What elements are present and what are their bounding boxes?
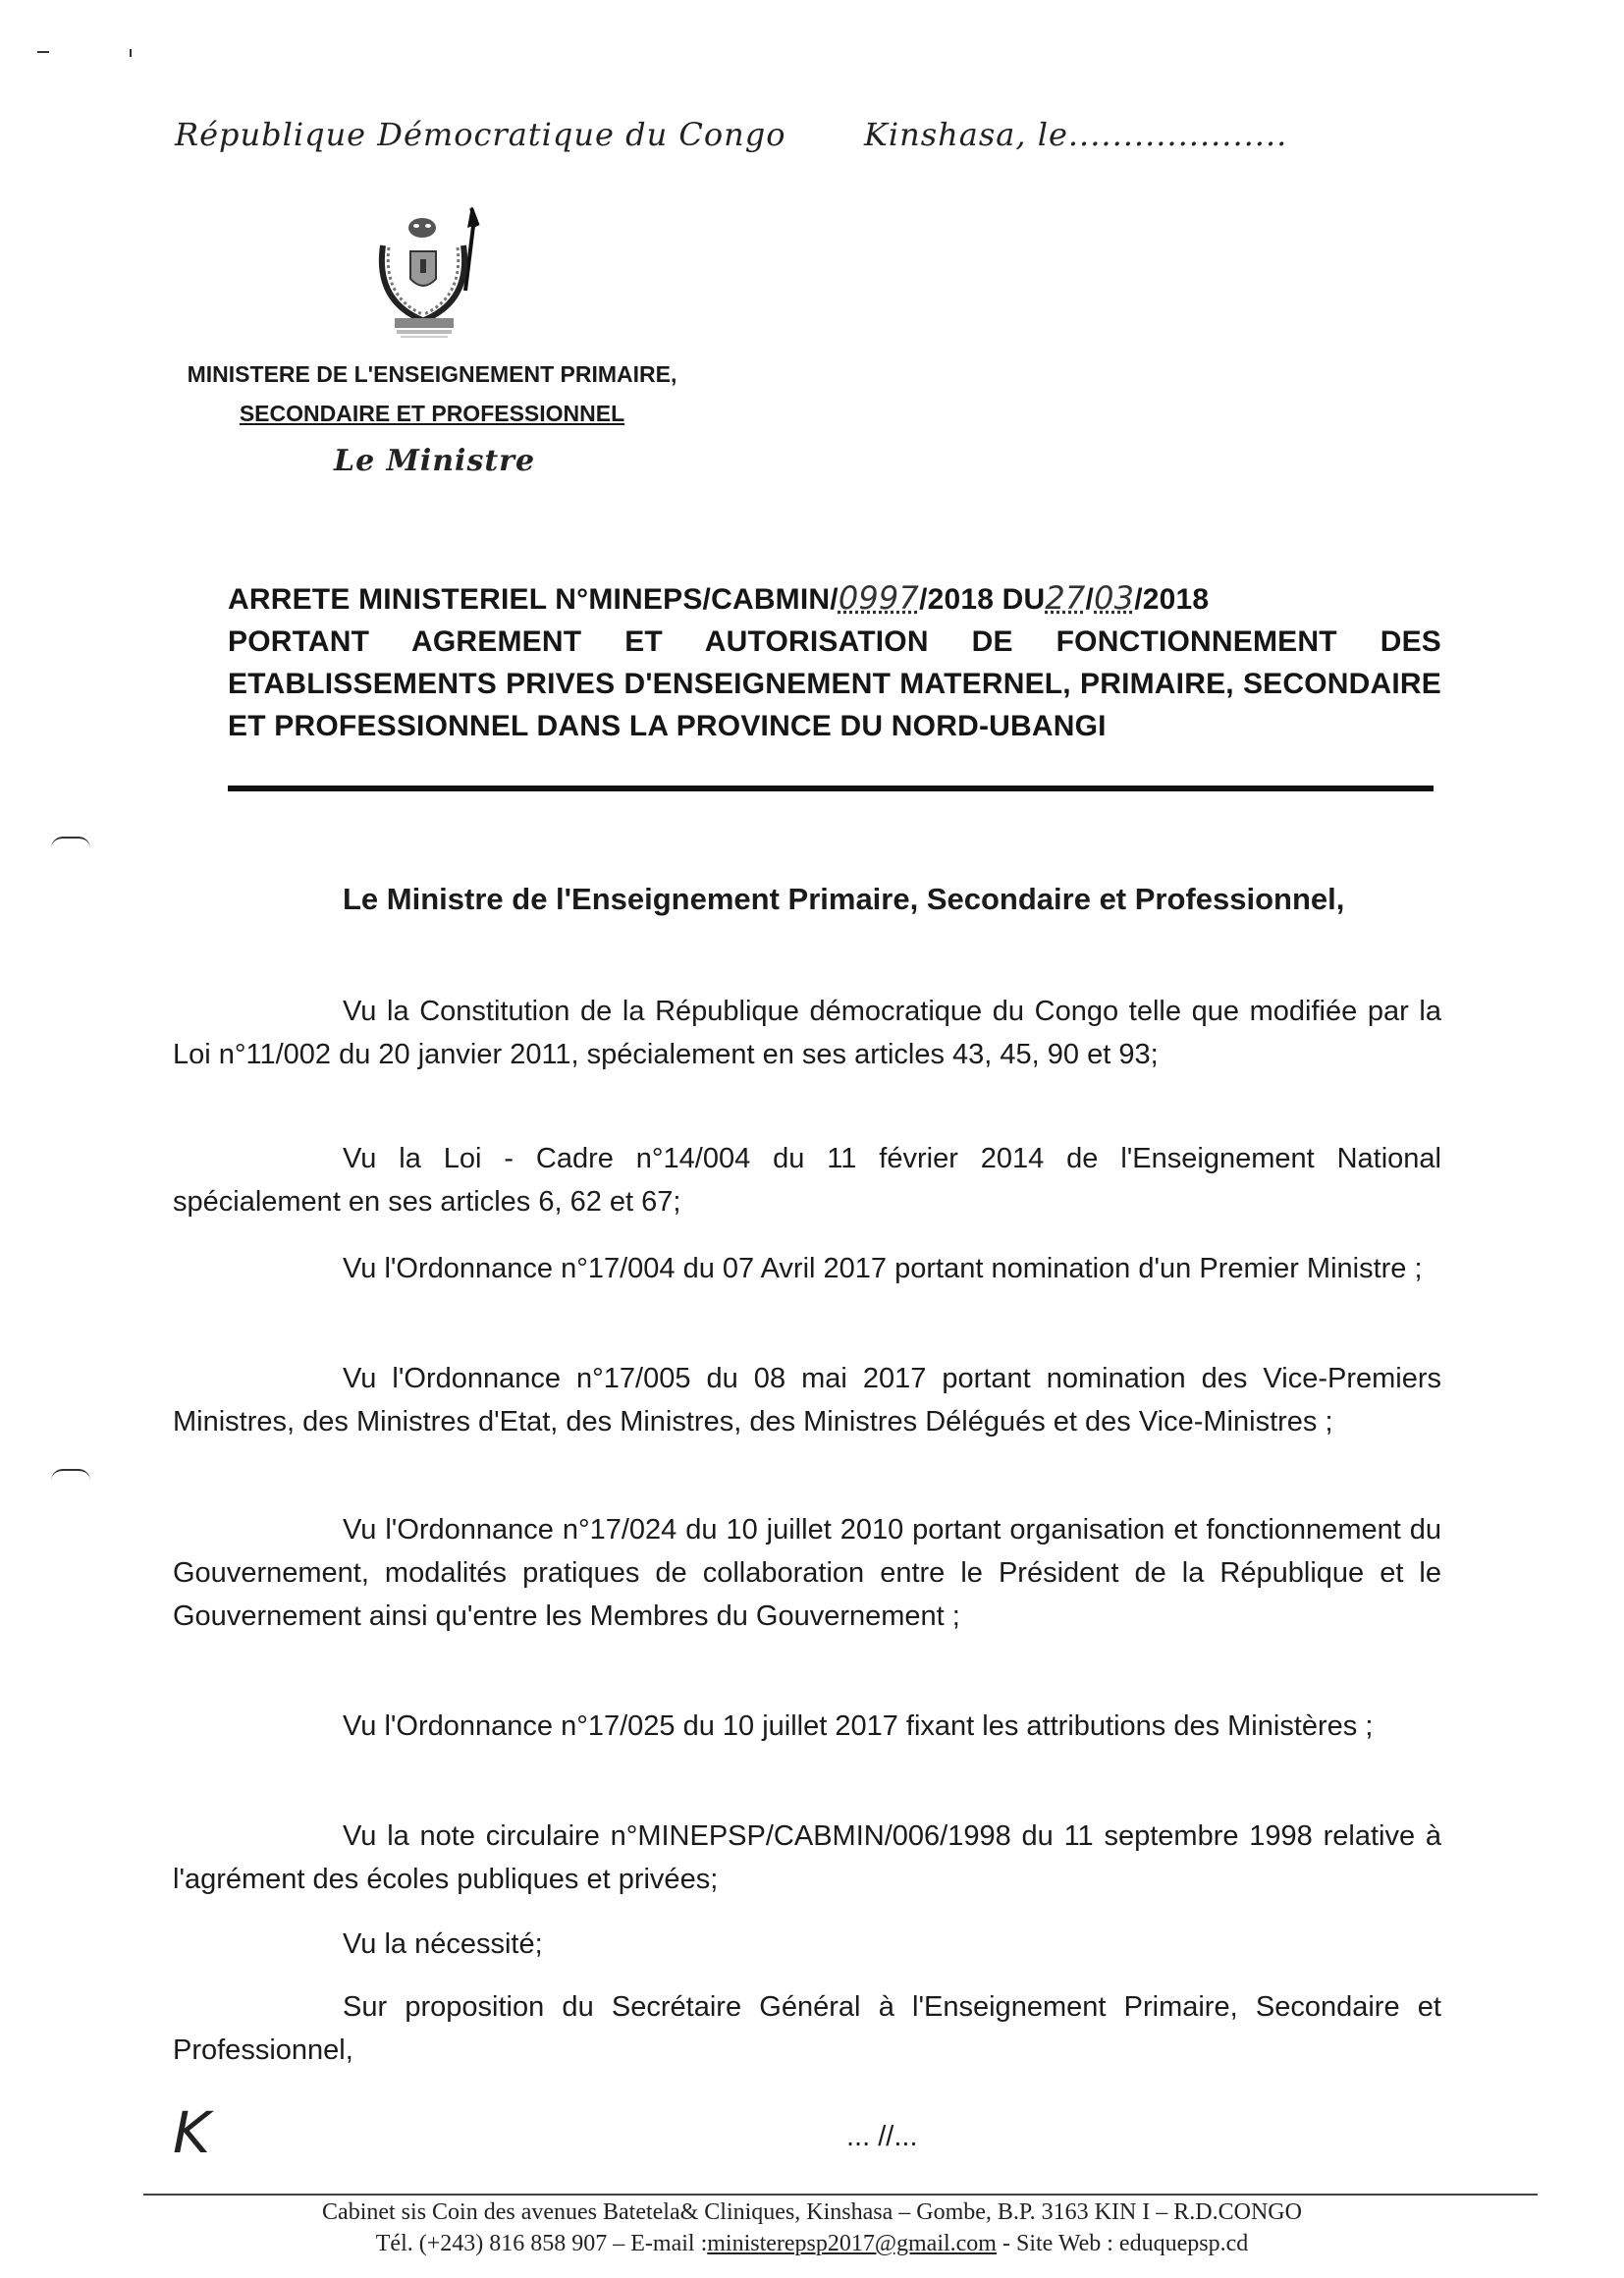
scan-mark xyxy=(37,51,49,53)
page-continuation: ... //... xyxy=(846,2121,918,2152)
decree-title xyxy=(228,577,1441,747)
handwritten-initial: K xyxy=(173,2099,211,2166)
footer-rule xyxy=(143,2194,1538,2196)
visa-ordonnance-17-025: Vu l'Ordonnance n°17/025 du 10 juillet 2017 fixant les attributions des Ministères ; xyxy=(343,1710,1374,1742)
decree-subject: PORTANT AGREMENT ET AUTORISATION DE FONCTIONNEMENT DES ETABLISSEMENTS PRIVES D'ENSEIGNEMENT MATERNEL, PRIMAIRE, SECONDAIRE ET PROFESSIONNEL DANS LA PROVINCE DU NORD-UBANGI xyxy=(228,625,1441,742)
scan-mark xyxy=(130,49,132,57)
country-heading: République Démocratique du Congo xyxy=(175,116,786,153)
decree-day-handwritten: 27 xyxy=(1045,579,1086,617)
ministry-name-line1: MINISTERE DE L'ENSEIGNEMENT PRIMAIRE, xyxy=(187,361,677,387)
visa-loi-cadre: Vu la Loi - Cadre n°14/004 du 11 février 2014 de l'Enseignement National spécialement en ses articles 6, 62 et 67; xyxy=(173,1143,1441,1218)
visa-necessite: Vu la nécessité; xyxy=(343,1928,543,1960)
opening-text: Le Ministre de l'Enseignement Primaire, Secondaire et Professionnel, xyxy=(343,882,1345,916)
ministry-name-line2: SECONDAIRE ET PROFESSIONNEL xyxy=(239,401,625,426)
visa-ordonnance-17-005: Vu l'Ordonnance n°17/005 du 08 mai 2017 portant nomination des Vice-Premiers Ministres, des Ministres d'Etat, des Ministres, des Ministres Délégués et des Vice-Ministres ; xyxy=(173,1363,1441,1437)
decree-number-prefix: ARRETE MINISTERIEL N°MINEPS/CABMIN/ xyxy=(228,583,839,616)
footer-contact xyxy=(98,2231,1526,2257)
decree-number-handwritten: 0997 xyxy=(838,579,920,617)
decree-date-separator: / xyxy=(1085,583,1095,616)
proposal-statement: Sur proposition du Secrétaire Général à l'Enseignement Primaire, Secondaire et Professionnel, xyxy=(173,1991,1441,2066)
decree-year-end: /2018 xyxy=(1134,583,1210,616)
decree-month-handwritten: 03 xyxy=(1094,579,1135,617)
decree-year-du: /2018 DU xyxy=(919,583,1046,616)
margin-mark xyxy=(51,1469,90,1481)
visa-note-circulaire: Vu la note circulaire n°MINEPSP/CABMIN/006/1998 du 11 septembre 1998 relative à l'agrément des écoles publiques et privées; xyxy=(173,1820,1441,1895)
visa-ordonnance-17-004: Vu l'Ordonnance n°17/004 du 07 Avril 2017 portant nomination d'un Premier Ministre ; xyxy=(343,1253,1423,1284)
footer-website: - Site Web : eduquepsp.cd xyxy=(996,2231,1249,2256)
decree-number-line xyxy=(228,577,1441,621)
visa-ordonnance-17-024: Vu l'Ordonnance n°17/024 du 10 juillet 2010 portant organisation et fonctionnement du Gouvernement, modalités pratiques de collaboration entre le Président de la République et le Gouvernement ainsi qu'entre les Membres du Gouvernement ; xyxy=(173,1514,1441,1632)
place-date: Kinshasa, le.................... xyxy=(864,116,1288,153)
signatory-title: Le Ministre xyxy=(334,444,536,478)
footer-phone: Tél. (+243) 816 858 907 – E-mail : xyxy=(375,2231,708,2256)
footer-address: Cabinet sis Coin des avenues Batetela& Cliniques, Kinshasa – Gombe, B.P. 3163 KIN I – R.D.CONGO xyxy=(322,2199,1302,2225)
title-underline xyxy=(228,786,1434,791)
coat-of-arms-emblem xyxy=(361,202,499,350)
footer-email-link[interactable]: ministerepsp2017@gmail.com xyxy=(707,2231,997,2256)
opening-statement xyxy=(173,878,1441,921)
margin-mark xyxy=(51,837,90,848)
visa-constitution: Vu la Constitution de la République démocratique du Congo telle que modifiée par la Loi n°11/002 du 20 janvier 2011, spécialement en ses articles 43, 45, 90 et 93; xyxy=(173,996,1441,1070)
